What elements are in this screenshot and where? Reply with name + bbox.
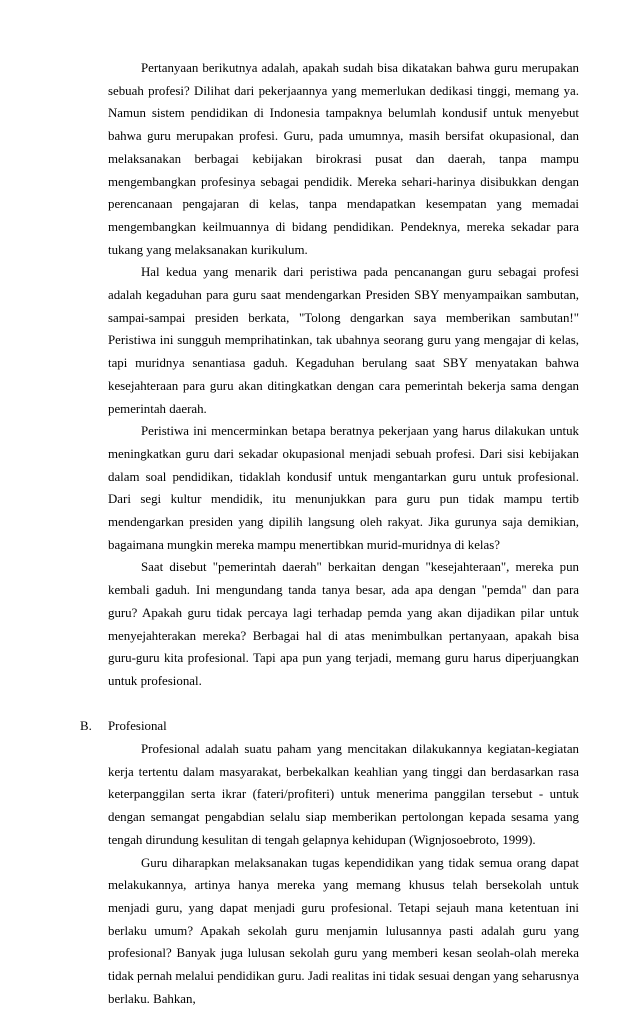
section-b xyxy=(80,715,579,1010)
paragraph-1: Pertanyaan berikutnya adalah, apakah sudah bisa dikatakan bahwa guru merupakan sebuah profesi? Dilihat dari pekerjaannya yang memerlukan dedikasi tinggi, memang ya. Namun sistem pendidikan di Indonesia tampaknya belumlah kondusif untuk menyebut bahwa guru merupakan profesi. Guru, pada umumnya, masih bersifat okupasional, dan melaksanakan berbagai kebijakan birokrasi pusat dan daerah, tanpa mampu mengembangkan profesinya sebagai pendidik. Mereka sehari-harinya disibukkan dengan perencanaan pengajaran di kelas, tanpa mendapatkan kesempatan yang memadai mengembangkan keilmuannya di bidang pendidikan. Pendeknya, mereka sekadar para tukang yang melaksanakan kurikulum. xyxy=(108,61,579,257)
paragraph-3: Peristiwa ini mencerminkan betapa beratnya pekerjaan yang harus dilakukan untuk meningkatkan guru dari sekadar okupasional menjadi sebuah profesi. Dari sisi kebijakan dalam soal pendidikan, tidaklah kondusif untuk mengantarkan guru untuk profesional. Dari segi kultur mendidik, itu menunjukkan para guru pun tidak mampu tertib mendengarkan presiden yang dipilih langsung oleh rakyat. Jika gurunya saja demikian, bagaimana mungkin mereka mampu menertibkan murid-muridnya di kelas? xyxy=(108,424,579,552)
paragraph-4: Saat disebut "pemerintah daerah" berkaitan dengan "kesejahteraan", mereka pun kembali gaduh. Ini mengundang tanda tanya besar, ada apa dengan "pemda" dan para guru? Apakah guru tidak percaya lagi terhadap pemda yang akan dijadikan pilar untuk menyejahterakan mereka? Berbagai hal di atas menimbulkan pertanyaan, apakah bisa guru-guru kita profesional. Tapi apa pun yang terjadi, memang guru harus diperjuangkan untuk profesional. xyxy=(108,560,579,688)
section-paragraph-1: Profesional adalah suatu paham yang mencitakan dilakukannya kegiatan-kegiatan kerja tertentu dalam masyarakat, berbekalkan keahlian yang tinggi dan berdasarkan rasa keterpanggilan serta ikrar (fateri/profiteri) untuk menerima panggilan tersebut - untuk dengan semangat pengabdian selalu siap memberikan pertolongan kepada sesama yang tengah dirundung kesulitan di tengah gelapnya kehidupan (Wignjosoebroto, 1999). xyxy=(108,742,579,847)
document-page xyxy=(80,57,579,1011)
section-title: Profesional xyxy=(108,719,167,734)
section-heading xyxy=(80,715,579,738)
section-letter: B. xyxy=(80,719,92,734)
section-paragraph-2: Guru diharapkan melaksanakan tugas kependidikan yang tidak semua orang dapat melakukannya, artinya hanya mereka yang memang khusus telah bersekolah untuk menjadi guru, yang dapat menjadi guru profesional. Tetapi sejauh mana ketentuan ini berlaku umum? Apakah sekolah guru menjamin lulusannya pasti adalah guru yang profesional? Banyak juga lulusan sekolah guru yang memberi kesan seolah-olah mereka tidak pernah melalui pendidikan guru. Jadi realitas ini tidak sesuai dengan yang seharusnya berlaku. Bahkan, xyxy=(108,855,579,1006)
paragraph-2: Hal kedua yang menarik dari peristiwa pada pencanangan guru sebagai profesi adalah kegaduhan para guru saat mendengarkan Presiden SBY menyampaikan sambutan, sampai-sampai presiden berkata, "Tolong dengarkan saya memberikan sambutan!" Peristiwa ini sungguh memprihatinkan, tak ubahnya seorang guru yang mengajar di kelas, tapi muridnya senantiasa gaduh. Kegaduhan berulang saat SBY menyatakan bahwa kesejahteraan para guru akan ditingkatkan dengan cara pemerintah bekerja sama dengan pemerintah daerah. xyxy=(108,265,579,416)
